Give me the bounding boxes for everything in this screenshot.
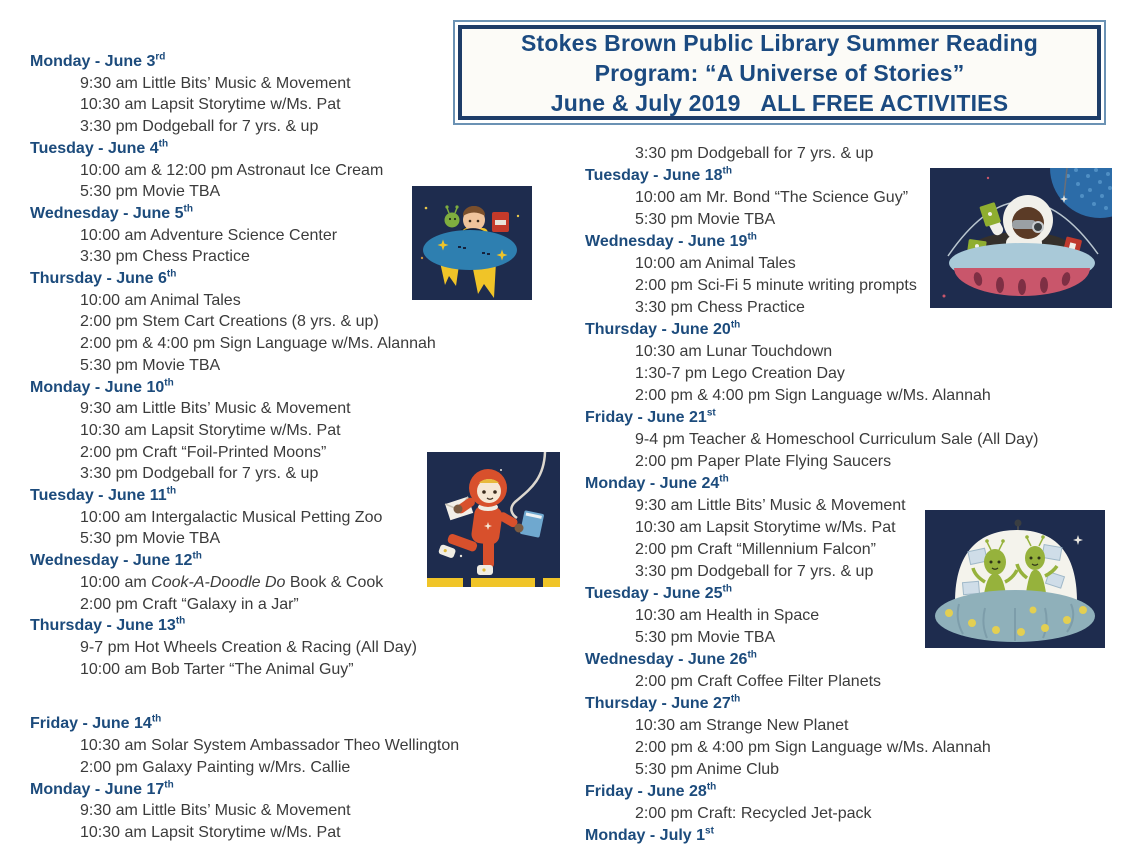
event-line: 2:00 pm Paper Plate Flying Saucers [635, 453, 892, 470]
day-heading: Wednesday - June 26th [585, 649, 757, 668]
event-line: 2:00 pm Sci-Fi 5 minute writing prompts [635, 277, 917, 294]
event-line: 9:30 am Little Bits’ Music & Movement [80, 74, 351, 92]
event-line: 10:30 am Lapsit Storytime w/Ms. Pat [80, 421, 341, 439]
event-line: 9:30 am Little Bits’ Music & Movement [80, 400, 351, 418]
column-gap [30, 680, 459, 713]
day-heading: Tuesday - June 18th [585, 165, 732, 184]
event-line: 3:30 pm Chess Practice [635, 299, 805, 316]
event-line: 2:00 pm Craft “Galaxy in a Jar” [80, 595, 299, 613]
day-heading: Monday - June 24th [585, 473, 729, 492]
event-line: 10:00 am Mr. Bond “The Science Guy” [635, 189, 909, 206]
event-line: 10:00 am Adventure Science Center [80, 226, 338, 244]
kids-in-blue-ufo-illustration [412, 186, 532, 300]
event-line: 2:00 pm Craft “Millennium Falcon” [635, 541, 876, 558]
event-line: 3:30 pm Dodgeball for 7 yrs. & up [80, 118, 319, 136]
event-line: 9-7 pm Hot Wheels Creation & Racing (All Day) [80, 638, 418, 656]
event-line: 5:30 pm Movie TBA [80, 530, 221, 548]
event-line: 10:30 am Lapsit Storytime w/Ms. Pat [80, 96, 341, 114]
event-line: 10:00 am Animal Tales [80, 291, 241, 309]
event-line: 5:30 pm Anime Club [635, 761, 780, 778]
event-line: 3:30 pm Dodgeball for 7 yrs. & up [80, 465, 319, 483]
event-line: 10:00 am Intergalactic Musical Petting Zoo [80, 508, 383, 526]
event-line: 10:00 am & 12:00 pm Astronaut Ice Cream [80, 161, 384, 179]
event-line: 2:00 pm & 4:00 pm Sign Language w/Ms. Alannah [635, 739, 991, 756]
day-heading: Friday - June 14th [30, 714, 162, 733]
event-line: 2:00 pm Stem Cart Creations (8 yrs. & up) [80, 313, 379, 331]
day-heading: Thursday - June 20th [585, 319, 741, 338]
day-heading: Wednesday - June 12th [30, 550, 202, 570]
day-heading: Tuesday - June 4th [30, 138, 169, 157]
event-line: 10:30 am Health in Space [635, 607, 820, 624]
header-box-inner [458, 25, 1101, 120]
event-line: 2:00 pm & 4:00 pm Sign Language w/Ms. Alannah [635, 387, 991, 404]
event-line: 2:00 pm & 4:00 pm Sign Language w/Ms. Alannah [80, 335, 436, 353]
event-line: 3:30 pm Chess Practice [80, 248, 250, 266]
event-line: 9:30 am Little Bits’ Music & Movement [80, 802, 351, 820]
astronaut-in-red-suit-illustration [427, 452, 560, 587]
day-heading: Thursday - June 6th [30, 268, 177, 288]
day-heading: Friday - June 28th [585, 781, 717, 800]
day-heading: Monday - June 10th [30, 377, 174, 396]
event-line: 5:30 pm Movie TBA [635, 629, 776, 646]
event-line: 10:30 am Lapsit Storytime w/Ms. Pat [635, 519, 896, 536]
event-line: 2:00 pm Craft: Recycled Jet-pack [635, 805, 872, 822]
event-line: 2:00 pm Craft Coffee Filter Planets [635, 673, 882, 690]
astronaut-in-flying-saucer-illustration [930, 168, 1112, 308]
day-heading: Tuesday - June 11th [30, 485, 177, 505]
event-line: 10:30 am Lunar Touchdown [635, 343, 833, 360]
day-heading: Wednesday - June 19th [585, 231, 757, 250]
header-line-2: Program: “A Universe of Stories” [594, 59, 965, 86]
header-line-3: June & July 2019 ALL FREE ACTIVITIES [550, 89, 1009, 116]
event-line: 10:30 am Lapsit Storytime w/Ms. Pat [80, 823, 341, 841]
event-line: 10:00 am Cook-A-Doodle Do Book & Cook [80, 573, 384, 591]
day-heading: Friday - June 21st [585, 407, 716, 426]
event-line: 9:30 am Little Bits’ Music & Movement [635, 497, 906, 514]
event-line: 1:30-7 pm Lego Creation Day [635, 365, 845, 382]
day-heading: Monday - June 3rd [30, 51, 166, 70]
schedule-column-left [30, 51, 459, 844]
day-heading: Tuesday - June 25th [585, 583, 732, 602]
day-heading: Wednesday - June 5th [30, 203, 193, 222]
event-line: 3:30 pm Dodgeball for 7 yrs. & up [635, 563, 874, 580]
event-line: 10:30 am Solar System Ambassador Theo Wellington [80, 737, 460, 755]
header-line-1: Stokes Brown Public Library Summer Reading [520, 29, 1039, 56]
day-heading: Thursday - June 27th [585, 693, 741, 712]
aliens-in-flying-saucer-illustration [925, 510, 1105, 648]
event-line: 2:00 pm Craft “Foil-Printed Moons” [80, 443, 327, 461]
event-line: 9-4 pm Teacher & Homeschool Curriculum Sale (All Day) [635, 431, 1039, 448]
event-line: 10:30 am Strange New Planet [635, 717, 849, 734]
event-line: 5:30 pm Movie TBA [80, 183, 221, 201]
event-line: 2:00 pm Galaxy Painting w/Mrs. Callie [80, 758, 351, 776]
day-heading: Monday - June 17th [30, 779, 174, 798]
day-heading: Monday - July 1st [585, 825, 714, 844]
header-box [453, 20, 1106, 125]
event-line: 5:30 pm Movie TBA [80, 356, 221, 374]
event-line: 10:00 am Animal Tales [635, 255, 796, 272]
event-line: 10:00 am Bob Tarter “The Animal Guy” [80, 660, 354, 678]
event-line: 3:30 pm Dodgeball for 7 yrs. & up [635, 145, 874, 162]
event-line: 5:30 pm Movie TBA [635, 211, 776, 228]
day-heading: Thursday - June 13th [30, 615, 186, 635]
